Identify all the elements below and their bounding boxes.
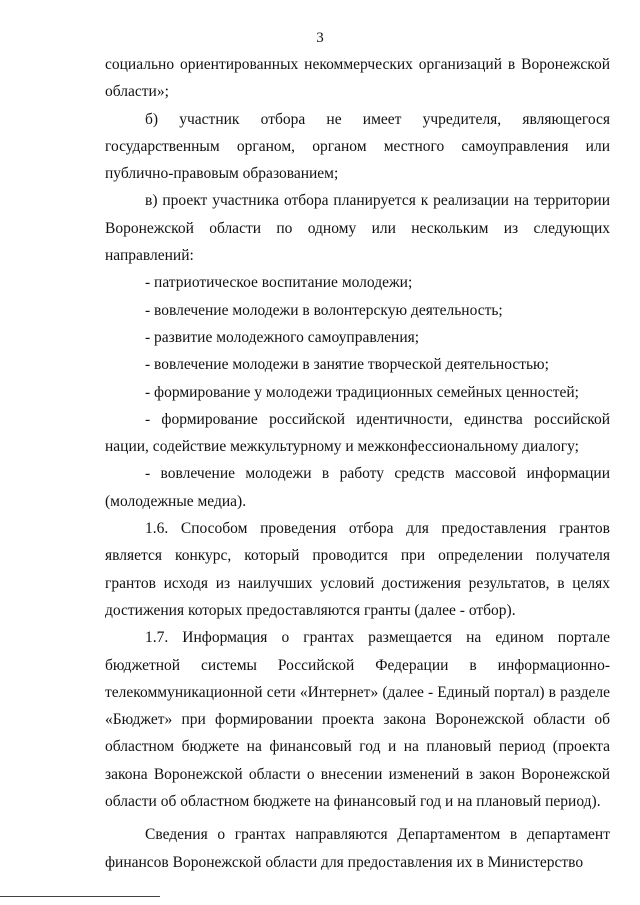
direction-item: - развитие молодежного самоуправления;: [145, 328, 420, 346]
paragraph-continuation: социально ориентированных некоммерческих организаций в Воронежской области»;: [105, 56, 610, 101]
direction-item: - вовлечение молодежи в занятие творческой деятельностью;: [145, 356, 549, 374]
section-1-7-continued: Сведения о грантах направляются Департаментом в департамент финансов Воронежской области для предоставления их в Министерство: [105, 826, 610, 871]
direction-item: - формирование у молодежи традиционных семейных ценностей;: [145, 383, 579, 401]
footer-rule: [0, 896, 160, 897]
direction-item: - вовлечение молодежи в волонтерскую деятельность;: [145, 301, 503, 319]
page-number: 3: [316, 30, 324, 46]
direction-item: - патриотическое воспитание молодежи;: [145, 274, 413, 292]
direction-item: - формирование российской идентичности, единства российской нации, содействие межкультурному и межконфессиональному диалогу;: [105, 410, 610, 456]
document-body: [105, 51, 610, 876]
paragraph-b: б) участник отбора не имеет учредителя, являющегося государственным органом, органом местного самоуправления или публично-правовым образованием;: [105, 110, 610, 183]
direction-item: - вовлечение молодежи в работу средств массовой информации (молодежные медиа).: [105, 465, 610, 510]
section-1-6: 1.6. Способом проведения отбора для предоставления грантов является конкурс, который проводится при определении получателя грантов исходя из наилучших условий достижения результатов, в целях достижения которых предоставляются гранты (далее - отбор).: [105, 520, 610, 619]
paragraph-v: в) проект участника отбора планируется к реализации на территории Воронежской области по одному или нескольким из следующих направлений:: [105, 192, 610, 265]
section-1-7: 1.7. Информация о грантах размещается на едином портале бюджетной системы Российской Федерации в информационно-телекоммуникационной сети «Интернет» (далее - Единый портал) в разделе «Бюджет» при формировании проекта закона Воронежской области об областном бюджете на финансовый год и на плановый период (проекта закона Воронежской области о внесении изменений в закон Воронежской области об областном бюджете на финансовый год и на плановый период).: [105, 629, 610, 811]
